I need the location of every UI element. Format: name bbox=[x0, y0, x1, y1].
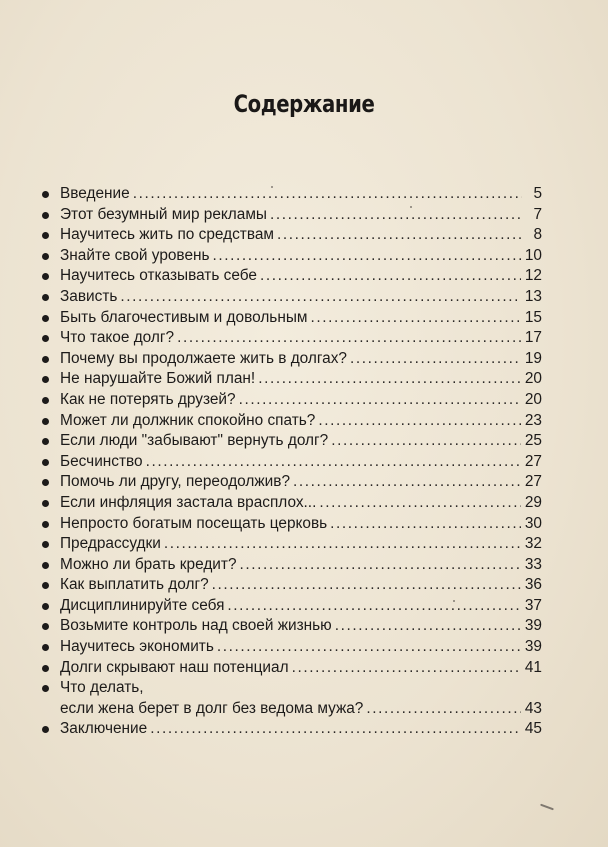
toc-page-number: 25 bbox=[524, 432, 542, 450]
toc-entry-title-line1: Что делать, bbox=[60, 679, 144, 697]
toc-entry bbox=[42, 349, 542, 370]
toc-page-number: 36 bbox=[524, 576, 542, 594]
dot-leader bbox=[146, 452, 521, 473]
dot-leader bbox=[212, 575, 521, 596]
toc-page-number: 39 bbox=[524, 638, 542, 656]
bullet-icon bbox=[42, 562, 49, 569]
toc-entry-title: Непросто богатым посещать церковь bbox=[60, 514, 328, 532]
toc-entry bbox=[42, 308, 542, 329]
toc-page-number: 7 bbox=[533, 205, 542, 223]
toc-entry bbox=[42, 411, 542, 432]
table-of-contents bbox=[42, 184, 542, 740]
dot-leader bbox=[177, 328, 521, 349]
toc-page-number: 20 bbox=[524, 370, 542, 388]
toc-page-number: 45 bbox=[524, 720, 542, 738]
toc-entry bbox=[42, 658, 542, 679]
toc-entry-title: Что такое долг? bbox=[60, 329, 175, 347]
bullet-icon bbox=[42, 397, 49, 404]
dot-leader bbox=[310, 308, 520, 329]
toc-entry-title: Знайте свой уровень bbox=[60, 246, 210, 264]
toc-entry-title: Научитесь экономить bbox=[60, 638, 214, 656]
toc-entry-title: Зависть bbox=[60, 287, 118, 305]
dot-leader bbox=[318, 411, 521, 432]
toc-entry-title: Долги скрывают наш потенциал bbox=[60, 658, 289, 676]
toc-page-number: 12 bbox=[524, 267, 542, 285]
dot-leader bbox=[319, 493, 521, 514]
bullet-icon bbox=[42, 418, 49, 425]
bullet-icon bbox=[42, 644, 49, 651]
toc-entry-title-line2: если жена берет в долг без ведома мужа? bbox=[60, 699, 364, 717]
toc-entry bbox=[42, 472, 542, 493]
toc-entry-title: Не нарушайте Божий план! bbox=[60, 370, 256, 388]
toc-entry-title: Заключение bbox=[60, 720, 148, 738]
paper-speck bbox=[453, 600, 455, 602]
toc-entry-title: Можно ли брать кредит? bbox=[60, 555, 237, 573]
dot-leader bbox=[239, 390, 521, 411]
toc-entry bbox=[42, 596, 542, 617]
toc-entry-title: Введение bbox=[60, 185, 130, 202]
dot-leader bbox=[133, 184, 522, 205]
bullet-icon bbox=[42, 212, 49, 219]
toc-entry bbox=[42, 328, 542, 349]
bullet-icon bbox=[42, 665, 49, 672]
toc-entry-title: Дисциплинируйте себя bbox=[60, 596, 225, 614]
dot-leader bbox=[330, 514, 521, 535]
dot-leader bbox=[260, 266, 521, 287]
bullet-icon bbox=[42, 500, 49, 507]
toc-page-number: 37 bbox=[524, 596, 542, 614]
toc-entry bbox=[42, 205, 542, 226]
toc-entry bbox=[42, 637, 542, 658]
toc-page-number: 17 bbox=[524, 329, 542, 347]
toc-entry bbox=[42, 575, 542, 596]
toc-entry bbox=[42, 369, 542, 390]
toc-entry bbox=[42, 266, 542, 287]
dot-leader bbox=[213, 246, 521, 267]
toc-page-number: 39 bbox=[524, 617, 542, 635]
dot-leader bbox=[270, 205, 522, 226]
dot-leader bbox=[277, 225, 522, 246]
toc-entry bbox=[42, 452, 542, 473]
bullet-icon bbox=[42, 603, 49, 610]
toc-entry bbox=[42, 225, 542, 246]
toc-entry bbox=[42, 390, 542, 411]
bullet-icon bbox=[42, 521, 49, 528]
toc-page-number: 27 bbox=[524, 473, 542, 491]
dot-leader bbox=[292, 658, 521, 679]
toc-entry-title: Может ли должник спокойно спать? bbox=[60, 411, 316, 429]
toc-page-number: 5 bbox=[533, 185, 542, 202]
toc-page-number: 15 bbox=[524, 308, 542, 326]
paper-speck bbox=[410, 206, 412, 208]
dot-leader bbox=[335, 616, 521, 637]
toc-entry-title: Бесчинство bbox=[60, 452, 143, 470]
toc-entry bbox=[42, 534, 542, 555]
toc-entry-title: Возьмите контроль над своей жизнью bbox=[60, 617, 332, 635]
toc-entry-title: Если люди "забывают" вернуть долг? bbox=[60, 432, 329, 450]
dot-leader bbox=[120, 287, 520, 308]
toc-entry-title: Если инфляция застала врасплох... bbox=[60, 493, 317, 511]
toc-entry bbox=[42, 616, 542, 637]
dot-leader bbox=[227, 596, 520, 617]
toc-page-number: 23 bbox=[524, 411, 542, 429]
toc-entry-title: Этот безумный мир рекламы bbox=[60, 205, 267, 223]
toc-entry bbox=[42, 719, 542, 740]
toc-entry bbox=[42, 184, 542, 205]
toc-page-number: 20 bbox=[524, 390, 542, 408]
bullet-icon bbox=[42, 356, 49, 363]
dot-leader bbox=[258, 369, 521, 390]
toc-page-number: 19 bbox=[524, 349, 542, 367]
dot-leader bbox=[217, 637, 521, 658]
toc-page-number: 13 bbox=[524, 287, 542, 305]
toc-entry-title: Как не потерять друзей? bbox=[60, 390, 236, 408]
toc-entry bbox=[42, 514, 542, 535]
dot-leader bbox=[293, 472, 521, 493]
toc-page-number: 10 bbox=[524, 246, 542, 264]
page-title: Содержание bbox=[233, 90, 375, 118]
toc-page-number: 8 bbox=[533, 226, 542, 244]
bullet-icon bbox=[42, 459, 49, 466]
toc-entry bbox=[42, 678, 542, 719]
toc-entry-title: Почему вы продолжаете жить в долгах? bbox=[60, 349, 347, 367]
toc-page-number: 43 bbox=[524, 699, 542, 717]
toc-entry bbox=[42, 555, 542, 576]
paper-speck bbox=[540, 804, 554, 811]
toc-entry-title: Помочь ли другу, переодолжив? bbox=[60, 473, 291, 491]
bullet-icon bbox=[42, 315, 49, 322]
toc-entry bbox=[42, 493, 542, 514]
toc-entry-title: Научитесь отказывать себе bbox=[60, 267, 257, 285]
dot-leader bbox=[164, 534, 521, 555]
toc-page-number: 32 bbox=[524, 535, 542, 553]
toc-page-number: 27 bbox=[524, 452, 542, 470]
dot-leader bbox=[350, 349, 521, 370]
toc-entry-title: Научитесь жить по средствам bbox=[60, 226, 274, 244]
dot-leader bbox=[366, 699, 521, 720]
bullet-icon bbox=[42, 253, 49, 260]
toc-entry-title: Предрассудки bbox=[60, 535, 161, 553]
toc-page-number: 41 bbox=[524, 658, 542, 676]
toc-entry bbox=[42, 246, 542, 267]
toc-entry-title: Как выплатить долг? bbox=[60, 576, 209, 594]
toc-entry bbox=[42, 287, 542, 308]
paper-speck bbox=[271, 186, 273, 188]
toc-page-number: 33 bbox=[524, 555, 542, 573]
dot-leader bbox=[150, 719, 521, 740]
bullet-icon bbox=[42, 191, 49, 198]
toc-page-number: 30 bbox=[524, 514, 542, 532]
toc-entry bbox=[42, 431, 542, 452]
toc-page-number: 29 bbox=[524, 493, 542, 511]
dot-leader bbox=[331, 431, 521, 452]
dot-leader bbox=[240, 555, 521, 576]
toc-entry-title: Быть благочестивым и довольным bbox=[60, 308, 308, 326]
bullet-icon bbox=[42, 294, 49, 301]
